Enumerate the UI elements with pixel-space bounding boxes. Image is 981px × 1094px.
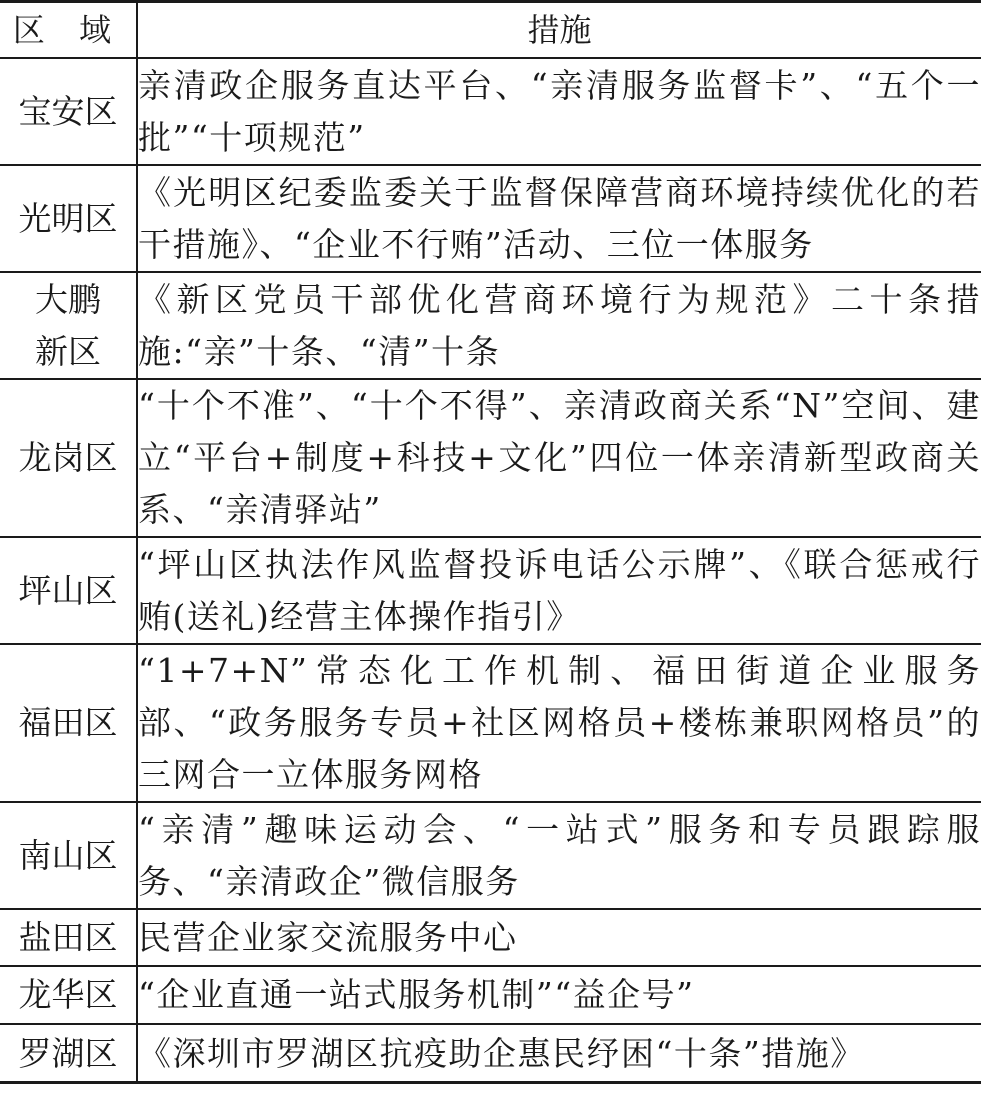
measure-cell: “1+7+N”常态化工作机制、福田街道企业服务部、“政务服务专员+社区网格员+楼栋兼职网格员”的三网合一立体服务网格 [137, 644, 981, 802]
measure-cell: “企业直通一站式服务机制”“益企号” [137, 966, 981, 1024]
table-row [0, 165, 981, 272]
measure-cell: 《光明区纪委监委关于监督保障营商环境持续优化的若干措施》、“企业不行贿”活动、三位一体服务 [137, 165, 981, 272]
measure-cell: “十个不准”、“十个不得”、亲清政商关系“N”空间、建立“平台+制度+科技+文化”四位一体亲清新型政商关系、“亲清驿站” [137, 379, 981, 537]
region-cell: 光明区 [0, 165, 137, 272]
region-cell: 龙华区 [0, 966, 137, 1024]
table-header-row [0, 3, 981, 58]
measure-cell: “亲清”趣味运动会、“一站式”服务和专员跟踪服务、“亲清政企”微信服务 [137, 802, 981, 909]
table-row [0, 802, 981, 909]
header-region: 区 域 [0, 3, 137, 58]
table-row [0, 966, 981, 1024]
table-row [0, 379, 981, 537]
region-cell [0, 272, 137, 379]
region-measures-table [0, 3, 981, 1082]
table-row [0, 272, 981, 379]
measure-cell: 《深圳市罗湖区抗疫助企惠民纾困“十条”措施》 [137, 1024, 981, 1082]
measure-cell: 亲清政企服务直达平台、“亲清服务监督卡”、“五个一批”“十项规范” [137, 58, 981, 165]
header-measure: 措施 [527, 11, 592, 49]
measure-cell: “坪山区执法作风监督投诉电话公示牌”、《联合惩戒行贿(送礼)经营主体操作指引》 [137, 537, 981, 644]
region-cell: 福田区 [0, 644, 137, 802]
measure-cell: 《新区党员干部优化营商环境行为规范》二十条措施:“亲”十条、“清”十条 [137, 272, 981, 379]
region-line-1: 大鹏 [35, 279, 101, 319]
region-cell: 南山区 [0, 802, 137, 909]
region-line-2: 新区 [35, 331, 101, 371]
region-cell: 龙岗区 [0, 379, 137, 537]
table-row [0, 58, 981, 165]
table-row [0, 537, 981, 644]
table-row [0, 1024, 981, 1082]
region-cell: 盐田区 [0, 909, 137, 966]
region-cell: 罗湖区 [0, 1024, 137, 1082]
table-row [0, 909, 981, 966]
measure-cell: 民营企业家交流服务中心 [137, 909, 981, 966]
region-cell: 宝安区 [0, 58, 137, 165]
region-cell: 坪山区 [0, 537, 137, 644]
table-bottom-rule [0, 1081, 981, 1084]
table-row [0, 644, 981, 802]
